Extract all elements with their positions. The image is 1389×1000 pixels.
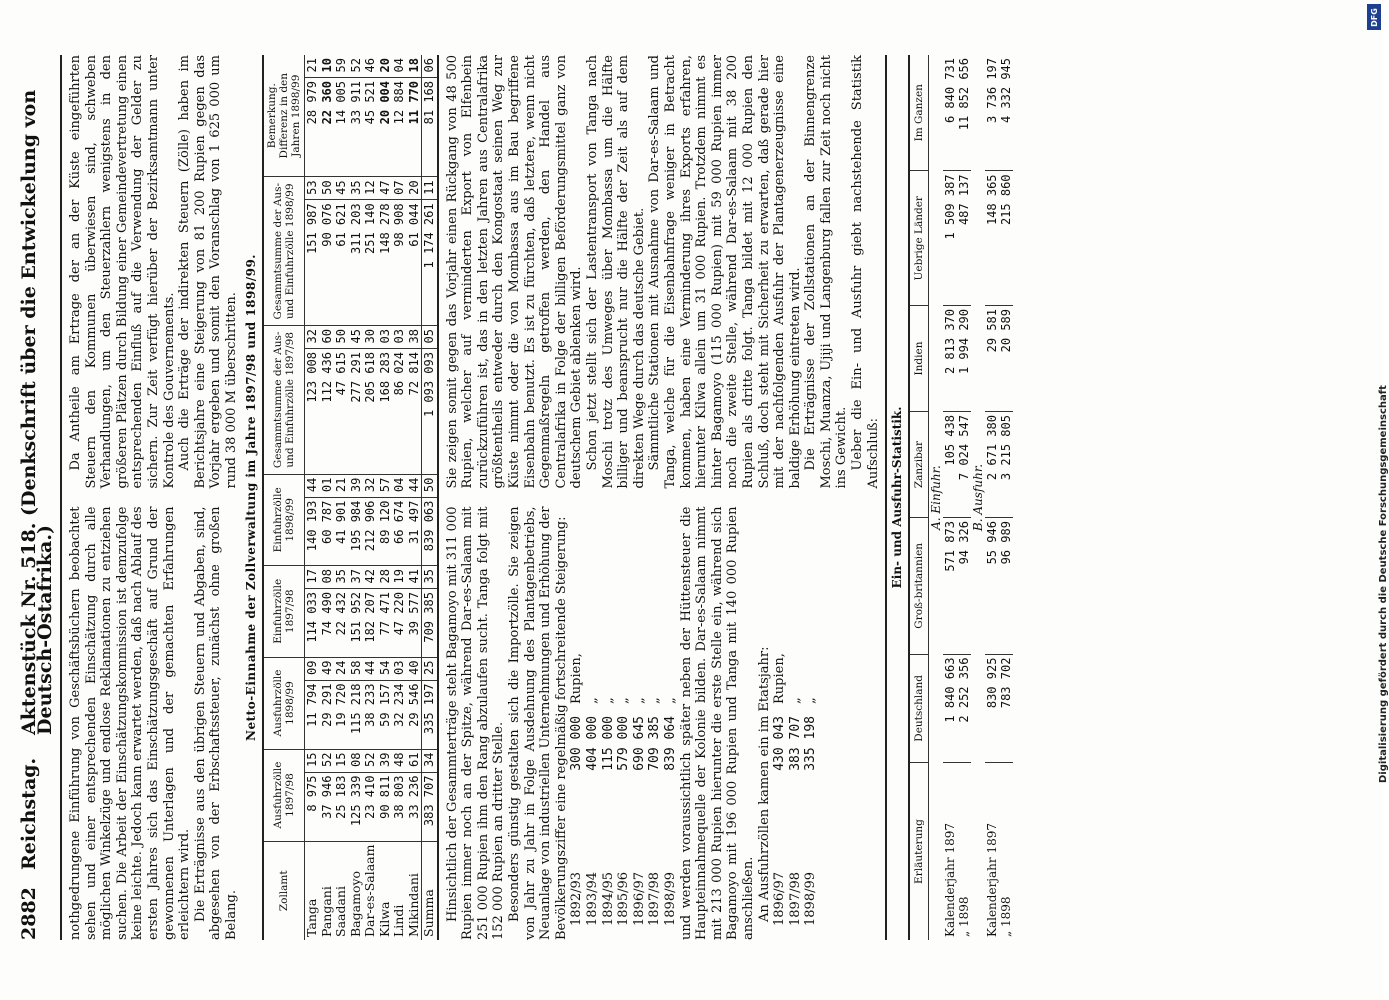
customs-rupien-cell: 383 707 [422,772,438,841]
trade-header-cell: Indien [909,306,929,412]
customs-rupien-cell: 115 218 [349,680,364,749]
paragraph-7: und werden voraussichtlich später neben der Hüttensteuer die Haupteinnahmequelle der Kolonie bilden. Dar-es-Salaam nimmt mit 213 000 Rupien hierunter die erste Stelle ein, während sich Bagamoyo mit 196 000 Rupien und Tanga mit 140 000 Rupien anschließen. [678,506,756,940]
customs-rupien-cell: 839 063 [422,497,438,565]
year-value: 430 043 [772,716,788,771]
customs-rupien-cell: 709 385 [422,589,438,657]
trade-value-cell: 215 860 [999,171,1013,306]
trade-row-label: „ 1898 [998,896,1013,937]
year-unit: „ [803,697,819,704]
table-row [349,55,364,940]
trade-value-cell: 29 581 [985,306,999,412]
customs-pesa-cell: 34 [422,749,438,772]
customs-pesa-cell: 17 [305,566,320,589]
customs-rupien-cell: 22 360 [320,78,335,177]
customs-pesa-cell: 57 [378,474,393,497]
customs-station-name: Mikindani [405,873,421,937]
customs-sum-row [422,55,438,940]
customs-rupien-cell: 59 157 [378,680,393,749]
customs-pesa-cell: 03 [392,657,407,680]
customs-pesa-cell: 46 [363,55,378,78]
customs-pesa-cell: 11 [422,177,438,200]
customs-table [262,55,439,940]
customs-pesa-cell: 03 [378,326,393,349]
trade-row-label: Kalenderjahr 1897 [942,823,957,937]
year-label: 1897/98 [787,871,803,926]
customs-rupien-cell: 23 410 [363,772,378,841]
customs-pesa-cell: 35 [349,177,364,200]
year-unit: „ [600,697,616,704]
year-unit: „ [616,697,632,704]
customs-pesa-cell: 52 [349,55,364,78]
customs-pesa-cell: 18 [407,55,422,78]
trade-section-row [928,55,943,940]
year-label: 1898/99 [803,871,819,926]
customs-rupien-cell: 11 770 [407,78,422,177]
year-line [632,507,648,941]
customs-rupien-cell: 112 436 [320,349,335,475]
paragraph-10: Schon jetzt stellt sich der Lastentransport von Tanga nach Moschi trotz des Umweges über Mombassa um die Hälfte billiger und beansprucht nur die Hälfte der Zeit als auf dem direkten Wege durch das deutsche Gebiet. [584,55,647,489]
customs-header-cell: Einfuhrzölle 1897/98 [263,566,305,657]
customs-pesa-cell: 04 [392,55,407,78]
trade-value-cell: 148 365 [985,171,999,306]
customs-rupien-cell: 74 490 [320,589,335,657]
year-label: 1892/93 [569,871,585,926]
year-value: 115 000 [600,716,616,771]
trade-row-label: „ 1898 [956,896,971,937]
customs-rupien-cell: 45 521 [363,78,378,177]
trade-value-cell: 55 946 [985,518,999,655]
customs-rupien-cell: 20 004 [378,78,393,177]
customs-rupien-cell: 33 911 [349,78,364,177]
customs-pesa-cell: 58 [349,657,364,680]
customs-pesa-cell: 12 [363,177,378,200]
customs-rupien-cell: 77 471 [378,589,393,657]
customs-pesa-cell: 54 [378,657,393,680]
year-unit: „ [787,697,803,704]
year-label: 1896/97 [631,871,647,926]
customs-pesa-cell: 52 [363,749,378,772]
year-unit: „ [647,697,663,704]
trade-value-cell: 3 215 805 [999,412,1013,518]
customs-pesa-cell: 01 [320,474,335,497]
trade-header-cell: Deutschland [909,654,929,763]
trade-value-cell: 4 332 945 [999,55,1013,171]
year-label: 1894/95 [600,871,616,926]
customs-rupien-cell: 47 220 [392,589,407,657]
year-line [647,507,663,941]
trade-table [908,55,1013,940]
customs-pesa-cell: 08 [349,749,364,772]
customs-rupien-cell: 168 283 [378,349,393,475]
paragraph-9: Sie zeigen somit gegen das Vorjahr einen Rückgang von 48 500 Rupien, welcher auf verminderten Export von Elfenbein zurückzuführen ist, das in den letzten Jahren aus Centralafrika größtentheils entweder durch den Kongostaat seinen Weg zur Küste nimmt oder die von Mombassa aus im Bau begriffene Eisenbahn benutzt. Es ist zu fürchten, daß letztere, wenn nicht Gegenmaßregeln getroffen werden, den Handel aus Centralafrika in Folge der billigen Beförderungsmittel ganz von deutschem Gebiet ablenken wird. [444,55,585,489]
customs-pesa-cell: 20 [407,177,422,200]
customs-pesa-cell: 42 [363,566,378,589]
customs-rupien-cell: 29 546 [407,680,422,749]
table-row [305,55,320,940]
paragraph-6: Besonders günstig gestalten sich die Importzölle. Sie zeigen von Jahr zu Jahr in Folge Ausdehnung des Plantagenbetriebs, Neuanlage von industriellen Unternehmungen und Erhöhung der Bevölkerungsziffer eine regelmäßig fortschreitende Steigerung: [507,506,569,940]
digitization-credit [1366,8,1389,788]
customs-rupien-cell: 151 987 [305,200,320,326]
year-line [788,507,804,941]
customs-rupien-cell: 1 093 093 [422,349,438,475]
customs-rupien-cell: 277 291 [349,349,364,475]
customs-rupien-cell: 148 278 [378,200,393,326]
customs-pesa-cell: 44 [305,474,320,497]
customs-rupien-cell: 39 577 [407,589,422,657]
trade-value-cell: 3 736 197 [985,55,999,171]
trade-value-cell: 6 840 731 [943,55,957,171]
year-line [663,507,679,941]
customs-pesa-cell: 38 [407,326,422,349]
trade-section-label: B. Ausfuhr. [970,463,985,532]
table-row [957,55,971,940]
customs-rupien-cell: 61 621 [334,200,349,326]
year-line [585,507,601,941]
paragraph-3: Da Antheile am Ertrage der an der Küste eingeführten Steuern den Kommunen überwiesen sind, schweben Verhandlungen, um den Steuerzahlern wenigstens in den größeren Plätzen durch Bildung einer Gemeindevertretung einen entsprechenden Einfluß auf die Verwendung der Gelder zu sichern. Zur Zeit verfügt hierüber der Bezirksamtmann unter Kontrole des Gouvernements. [68,55,177,489]
customs-header-cell: Ausfuhrzölle 1897/98 [263,749,305,841]
customs-header-cell: Gesammtsumme der Aus- und Einfuhrzölle 1897/98 [263,326,305,475]
customs-pesa-cell: 45 [334,177,349,200]
trade-table-title: Ein- und Ausfuhr-Statistik. [885,55,906,940]
session-label: Reichstag. [18,757,40,870]
customs-pesa-cell: 50 [320,177,335,200]
trade-section-row [971,55,985,940]
import-duties-list [569,507,678,941]
customs-rupien-cell: 8 975 [305,772,320,841]
customs-pesa-cell: 40 [407,657,422,680]
customs-pesa-cell: 15 [305,749,320,772]
customs-rupien-cell: 90 811 [378,772,393,841]
paragraph-11: Sämmtliche Stationen mit Ausnahme von Dar-es-Salaam und Tanga, welche für die Eisenbahnfrage weniger in Betracht kommen, haben eine Verminderung ihres Exports erfahren, hierunter Kilwa allein um 31 000 Rupien. Trotzdem nimmt es hinter Bagamoyo (115 000 Rupien) mit 59 000 Rupien immer noch die zweite Stelle, während Dar-es-Salaam mit 38 200 Rupien als dritte folgt. Tanga bildet mit 12 000 Rupien den Schluß, doch steht mit Sicherheit zu erwarten, daß gerade hier mit der nachfolgenden Ausfuhr der Plantagenerzeugnisse eine baldige Erhöhung eintreten wird. [647,55,803,489]
customs-pesa-cell: 06 [422,55,438,78]
trade-value-cell: 20 589 [999,306,1013,412]
table-row [985,55,999,940]
trade-value-cell: 1 840 663 [943,654,957,763]
customs-rupien-cell: 335 197 [422,680,438,749]
customs-pesa-cell: 19 [392,566,407,589]
trade-value-cell: 11 852 656 [957,55,971,171]
middle-left-column [445,507,882,941]
year-value: 404 000 [584,716,600,771]
customs-pesa-cell: 30 [363,326,378,349]
table-row [334,55,349,940]
customs-pesa-cell: 28 [378,566,393,589]
year-value: 690 645 [631,716,647,771]
customs-rupien-cell: 60 787 [320,497,335,565]
trade-header-cell: Groß-britannien [909,518,929,655]
customs-pesa-cell: 50 [422,474,438,497]
year-line [616,507,632,941]
trade-value-cell: 830 925 [985,654,999,763]
customs-station-name: Tanga [304,898,320,937]
middle-columns [445,55,882,940]
customs-rupien-cell: 66 674 [392,497,407,565]
table-row [320,55,335,940]
customs-pesa-cell: 45 [349,326,364,349]
customs-pesa-cell: 15 [334,749,349,772]
document-title: Aktenstück Nr. 518. (Denkschrift über die Entwickelung von Deutsch-Ostafrika.) [18,89,56,735]
trade-value-cell: 1 994 290 [957,306,971,412]
customs-header-cell: Bemerkung. Differenz in den Jahren 1898/99 [263,55,305,177]
customs-pesa-cell: 03 [392,326,407,349]
customs-rupien-cell: 22 432 [334,589,349,657]
trade-value-cell: 487 137 [957,171,971,306]
dfg-logo-text: DFG [1369,7,1379,27]
year-line [601,507,617,941]
table-row [363,55,378,940]
customs-pesa-cell: 08 [320,566,335,589]
year-label: 1895/96 [616,871,632,926]
customs-rupien-cell: 29 291 [320,680,335,749]
customs-rupien-cell: 11 794 [305,680,320,749]
right-column [68,55,240,489]
customs-station-name: Bagamoyo [347,870,363,937]
customs-pesa-cell: 10 [320,55,335,78]
year-label: 1898/99 [662,871,678,926]
trade-header-cell: Zanzibar [909,412,929,518]
customs-rupien-cell: 31 497 [407,497,422,565]
customs-rupien-cell: 38 803 [392,772,407,841]
customs-pesa-cell: 35 [334,566,349,589]
customs-pesa-cell: 52 [320,749,335,772]
year-unit: Rupien, [772,653,788,704]
customs-header-cell: Zollamt [263,841,305,940]
page-header [18,55,62,940]
year-value: 709 385 [647,716,663,771]
customs-pesa-cell: 49 [320,657,335,680]
top-columns [68,55,240,940]
customs-pesa-cell: 25 [422,657,438,680]
paragraph-5: Hinsichtlich der Gesammterträge steht Bagamoyo mit 311 000 Rupien immer noch an der Spitze, während Dar-es-Salaam mit 251 000 Rupien ihm den Rang abzulaufen sucht. Tanga folgt mit 152 000 Rupien an dritter Stelle. [444,506,507,940]
customs-pesa-cell: 47 [378,177,393,200]
customs-station-name: Summa [422,841,438,940]
trade-value-cell: 571 873 [943,518,957,655]
customs-pesa-cell: 21 [334,474,349,497]
page-number: 2882 [18,887,40,940]
customs-rupien-cell: 140 193 [305,497,320,565]
paragraph-8: An Ausfuhrzöllen kamen ein im Etatsjahr: [756,646,772,922]
customs-rupien-cell: 12 884 [392,78,407,177]
year-line [772,507,788,941]
customs-rupien-cell: 151 952 [349,589,364,657]
paragraph-12: Die Erträgnisse der Zollstationen an der Binnengrenze Moschi, Muanza, Ujiji und Langenburg fallen zur Zeit noch nicht ins Gewicht. [803,55,850,489]
year-unit: „ [584,697,600,704]
trade-value-cell: 783 702 [999,654,1013,763]
trade-value-cell: 96 989 [999,518,1013,655]
customs-table-title: Netto-Einnahme der Zollverwaltung im Jahre 1897/98 und 1898/99. [243,254,258,741]
customs-pesa-cell: 32 [305,326,320,349]
customs-pesa-cell: 35 [422,566,438,589]
customs-rupien-cell: 38 233 [363,680,378,749]
customs-rupien-cell: 195 984 [349,497,364,565]
year-line [803,507,819,941]
trade-value-cell: 94 326 [957,518,971,655]
customs-station-name: Saadani [333,886,349,937]
customs-rupien-cell: 81 168 [422,78,438,177]
customs-station-name: Dar-es-Salaam [362,844,378,937]
customs-rupien-cell: 86 024 [392,349,407,475]
year-value: 839 064 [662,716,678,771]
customs-pesa-cell: 04 [392,474,407,497]
customs-rupien-cell: 41 901 [334,497,349,565]
customs-pesa-cell: 53 [305,177,320,200]
table-row [392,55,407,940]
customs-pesa-cell: 44 [363,657,378,680]
customs-pesa-cell: 09 [305,657,320,680]
trade-value-cell: 105 438 [943,412,957,518]
customs-rupien-cell: 311 203 [349,200,364,326]
paragraph-4: Auch die Erträge der indirekten Steuern (Zölle) haben im Berichtsjahre eine Steigerung von 81 200 Rupien gegen das Vorjahr ergeben und somit den Voranschlag von 1 625 000 um rund 38 000 M überschritten. [177,55,239,489]
table-row [999,55,1013,940]
customs-pesa-cell: 59 [334,55,349,78]
customs-pesa-cell: 32 [363,474,378,497]
customs-station-name: Pangani [318,886,334,937]
paragraph-13: Ueber die Ein- und Ausfuhr giebt nachstehende Statistik Aufschluß: [850,55,881,489]
trade-header-cell: Uebrige Länder [909,171,929,306]
customs-rupien-cell: 90 076 [320,200,335,326]
year-label: 1896/97 [772,871,788,926]
year-value: 300 000 [569,716,585,771]
customs-rupien-cell: 28 979 [305,78,320,177]
customs-rupien-cell: 205 618 [363,349,378,475]
customs-header-cell: Gesammtsumme der Aus- und Einfuhrzölle 1898/99 [263,177,305,326]
customs-pesa-cell: 20 [378,55,393,78]
year-line [569,507,585,941]
paragraph-1: nothgedrungene Einführung von Geschäftsbüchern beobachtet sehen und einer entsprechenden Einschätzung durch alle möglichen Winkelzüge und endlose Reklamationen zu entziehen suchen. Die Arbeit der Einschätzungskommission ist demzufolge keine leichte. Jedoch kann erwartet werden, daß nach Ablauf des ersten Jahres sich das Einschätzungsgeschäft auf Grund der gewonnenen Unterlagen und der gemachten Erfahrungen erleichtern wird. [68,506,193,940]
customs-rupien-cell: 72 814 [407,349,422,475]
trade-section-label: A. Einfuhr. [928,465,943,530]
year-label: 1897/98 [647,871,663,926]
customs-rupien-cell: 89 120 [378,497,393,565]
customs-rupien-cell: 37 946 [320,772,335,841]
year-unit: „ [662,697,678,704]
credit-text: Digitalisierung gefördert durch die Deutsche Forschungsgemeinschaft [1378,385,1389,783]
customs-rupien-cell: 98 908 [392,200,407,326]
customs-pesa-cell: 50 [334,326,349,349]
paragraph-2: Die Erträgnisse aus den übrigen Steuern und Abgaben, sind, abgesehen von der Erbschaftssteuer, zunächst ohne großen Belang. [192,506,239,940]
customs-pesa-cell: 48 [392,749,407,772]
customs-pesa-cell: 39 [349,474,364,497]
customs-rupien-cell: 123 008 [305,349,320,475]
customs-pesa-cell: 05 [422,326,438,349]
customs-pesa-cell: 21 [305,55,320,78]
customs-pesa-cell: 24 [334,657,349,680]
table-row [943,55,957,940]
middle-right-column [445,55,882,489]
year-value: 335 198 [803,716,819,771]
customs-pesa-cell: 41 [407,566,422,589]
export-duties-list [772,507,819,941]
year-value: 383 707 [787,716,803,771]
customs-header-cell: Ausfuhrzölle 1898/99 [263,657,305,749]
customs-rupien-cell: 32 234 [392,680,407,749]
trade-value-cell: 2 813 370 [943,306,957,412]
customs-station-name: Lindi [391,904,407,937]
customs-pesa-cell: 39 [378,749,393,772]
customs-rupien-cell: 14 005 [334,78,349,177]
customs-rupien-cell: 1 174 261 [422,200,438,326]
customs-station-name: Kilwa [376,901,392,937]
customs-rupien-cell: 33 236 [407,772,422,841]
table-row [378,55,393,940]
trade-value-cell: 1 509 387 [943,171,957,306]
trade-value-cell: 2 252 356 [957,654,971,763]
year-unit: „ [631,697,647,704]
customs-header-cell: Einfuhrzölle 1898/99 [263,474,305,565]
customs-rupien-cell: 125 339 [349,772,364,841]
customs-rupien-cell: 61 044 [407,200,422,326]
trade-value-cell: 2 671 380 [985,412,999,518]
customs-pesa-cell: 07 [392,177,407,200]
trade-value-cell: 7 024 547 [957,412,971,518]
customs-pesa-cell: 61 [407,749,422,772]
customs-rupien-cell: 114 033 [305,589,320,657]
year-label: 1893/94 [584,871,600,926]
left-column [68,507,240,941]
trade-row-label: Kalenderjahr 1897 [984,823,999,937]
customs-pesa-cell: 37 [349,566,364,589]
customs-rupien-cell: 47 615 [334,349,349,475]
customs-pesa-cell: 60 [320,326,335,349]
trade-header-cell: Erläuterung [909,763,929,940]
customs-pesa-cell: 44 [407,474,422,497]
customs-rupien-cell: 25 183 [334,772,349,841]
trade-header-cell: Im Ganzen [909,55,929,171]
customs-rupien-cell: 212 906 [363,497,378,565]
year-value: 579 000 [616,716,632,771]
year-unit: Rupien, [569,653,585,704]
customs-rupien-cell: 19 720 [334,680,349,749]
table-row [407,55,422,940]
customs-rupien-cell: 251 140 [363,200,378,326]
customs-rupien-cell: 182 207 [363,589,378,657]
